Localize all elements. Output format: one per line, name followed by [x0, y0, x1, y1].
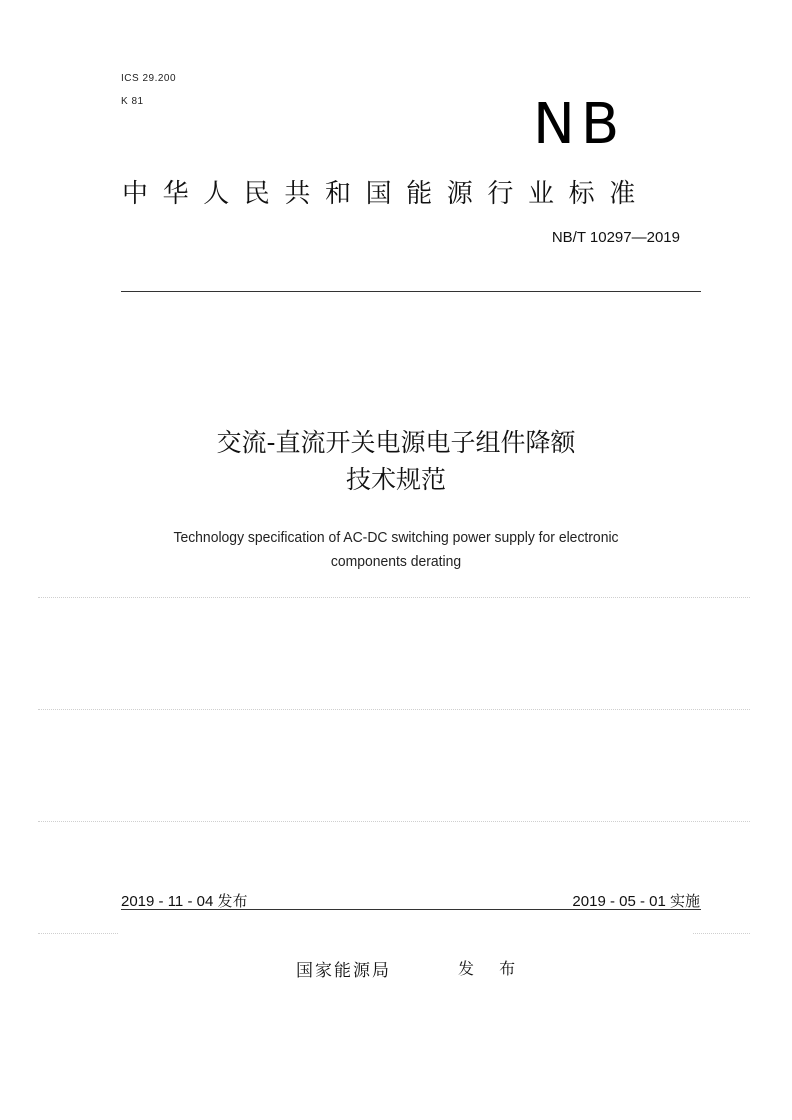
ics-code: ICS 29.200 [121, 73, 177, 84]
dotted-guide-4 [38, 933, 118, 934]
standard-code: NB/T 10297—2019 [551, 229, 680, 246]
implement-date: 2019 - 05 - 01 实施 [572, 893, 700, 910]
dotted-guide-2 [38, 709, 750, 710]
standard-name: 中华人民共和国能源行业标准 [122, 179, 650, 209]
english-title [28, 526, 765, 574]
english-title-line-2: components derating [330, 553, 462, 570]
top-divider [121, 291, 701, 292]
classification-code: K 81 [121, 96, 144, 107]
chinese-title-line-2: 技术规范 [345, 465, 446, 494]
issuer-name: 国家能源局 [296, 961, 391, 981]
dotted-guide-3 [38, 821, 750, 822]
dotted-guide-5 [693, 933, 750, 934]
chinese-title-line-1: 交流-直流开关电源电子组件降额 [216, 428, 576, 457]
bottom-divider [121, 909, 701, 910]
issued-label: 发 布 [458, 959, 526, 978]
publish-date: 2019 - 11 - 04 发布 [121, 893, 248, 910]
nb-logo: NB [533, 92, 626, 157]
chinese-title [0, 424, 792, 498]
english-title-line-1: Technology specification of AC-DC switching power supply for electronic [173, 529, 619, 546]
dotted-guide-1 [38, 597, 750, 598]
